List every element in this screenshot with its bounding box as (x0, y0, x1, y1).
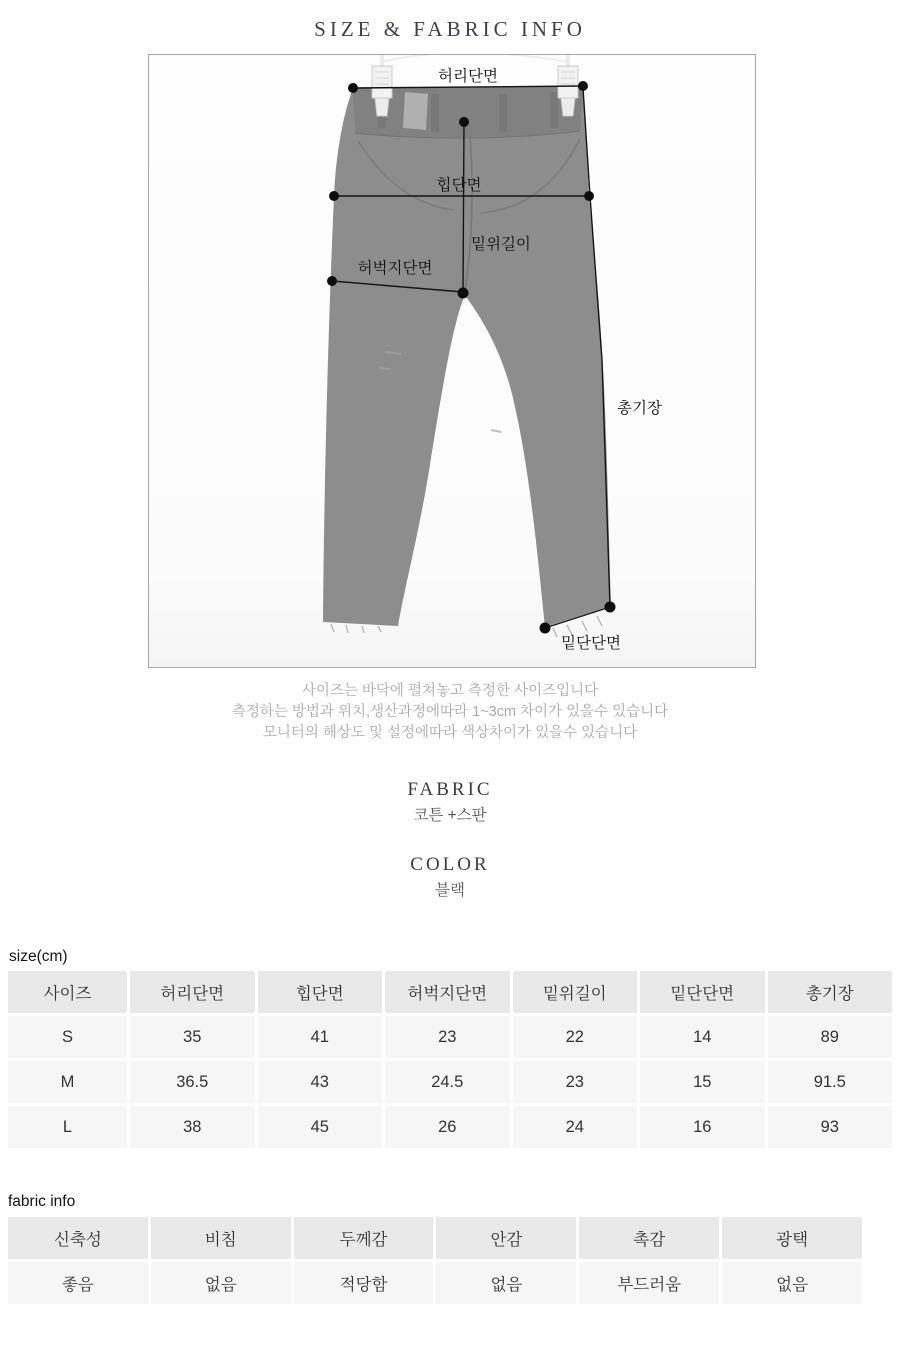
fabric-table-header-cell: 두께감 (294, 1217, 434, 1259)
fabric-info-table (8, 1217, 862, 1304)
size-table-cell: 15 (640, 1061, 765, 1103)
fabric-heading: FABRIC (407, 779, 493, 800)
size-table-cell: 35 (130, 1016, 255, 1058)
fabric-table-cell: 없음 (436, 1262, 576, 1304)
disclaimer-line: 모니터의 해상도 및 설정에따라 색상차이가 있을수 있습니다 (262, 725, 638, 741)
waist-measure-label: 허리단면 (438, 68, 498, 85)
fabric-table-header-cell: 신축성 (8, 1217, 148, 1259)
size-table-cell: 16 (640, 1106, 765, 1148)
size-table-header-cell: 사이즈 (8, 971, 127, 1013)
size-table-cell: 24 (513, 1106, 638, 1148)
size-table-header-cell: 밑단단면 (640, 971, 765, 1013)
size-table-cell: S (8, 1016, 127, 1058)
size-table-header-cell: 힙단면 (258, 971, 383, 1013)
hip-measure-label: 힙단면 (436, 177, 482, 194)
fabric-table-cell: 없음 (722, 1262, 862, 1304)
length-measure-label: 총기장 (617, 400, 662, 417)
size-table-cell: 38 (130, 1106, 255, 1148)
size-table (8, 971, 892, 1148)
size-table-cell: 36.5 (130, 1061, 255, 1103)
disclaimer-line: 측정하는 방법과 위치,생산과정에따라 1~3cm 차이가 있을수 있습니다 (231, 704, 669, 720)
fabric-table-header-cell: 안감 (436, 1217, 576, 1259)
fabric-table-cell: 좋음 (8, 1262, 148, 1304)
fabric-table-header-cell: 광택 (722, 1217, 862, 1259)
fabric-value: 코튼 +스판 (413, 807, 487, 824)
product-measurement-image (148, 54, 756, 668)
size-table-cell: 14 (640, 1016, 765, 1058)
size-table-cell: L (8, 1106, 127, 1148)
fabric-table-cell: 없음 (151, 1262, 291, 1304)
size-table-label: size(cm) (9, 948, 68, 965)
size-table-cell: 24.5 (385, 1061, 510, 1103)
color-heading: COLOR (410, 854, 490, 875)
thigh-measure-label: 허벅지단면 (357, 260, 433, 277)
size-table-cell: 93 (768, 1106, 893, 1148)
fabric-table-cell: 적당함 (294, 1262, 434, 1304)
size-table-cell: M (8, 1061, 127, 1103)
size-table-cell: 89 (768, 1016, 893, 1058)
fabric-table-label: fabric info (8, 1193, 76, 1210)
fabric-table-header-cell: 촉감 (579, 1217, 719, 1259)
color-value: 블랙 (435, 882, 465, 899)
fabric-table-header-cell: 비침 (151, 1217, 291, 1259)
size-table-cell: 23 (513, 1061, 638, 1103)
page-title: SIZE & FABRIC INFO (314, 17, 586, 41)
size-table-header-cell: 허벅지단면 (385, 971, 510, 1013)
size-table-cell: 41 (258, 1016, 383, 1058)
fabric-table-cell: 부드러움 (579, 1262, 719, 1304)
hem-measure-label: 밑단단면 (561, 635, 621, 652)
size-table-header-cell: 허리단면 (130, 971, 255, 1013)
disclaimer-line: 사이즈는 바닥에 펼쳐놓고 측정한 사이즈입니다 (301, 683, 599, 699)
size-table-cell: 23 (385, 1016, 510, 1058)
pants-diagram (149, 55, 755, 667)
size-table-cell: 22 (513, 1016, 638, 1058)
measurement-disclaimer (0, 681, 900, 744)
size-table-header-cell: 밑위길이 (513, 971, 638, 1013)
size-table-cell: 45 (258, 1106, 383, 1148)
size-table-cell: 43 (258, 1061, 383, 1103)
size-table-cell: 91.5 (768, 1061, 893, 1103)
rise-measure-label: 밑위길이 (471, 236, 531, 253)
size-table-header-cell: 총기장 (768, 971, 893, 1013)
size-table-cell: 26 (385, 1106, 510, 1148)
